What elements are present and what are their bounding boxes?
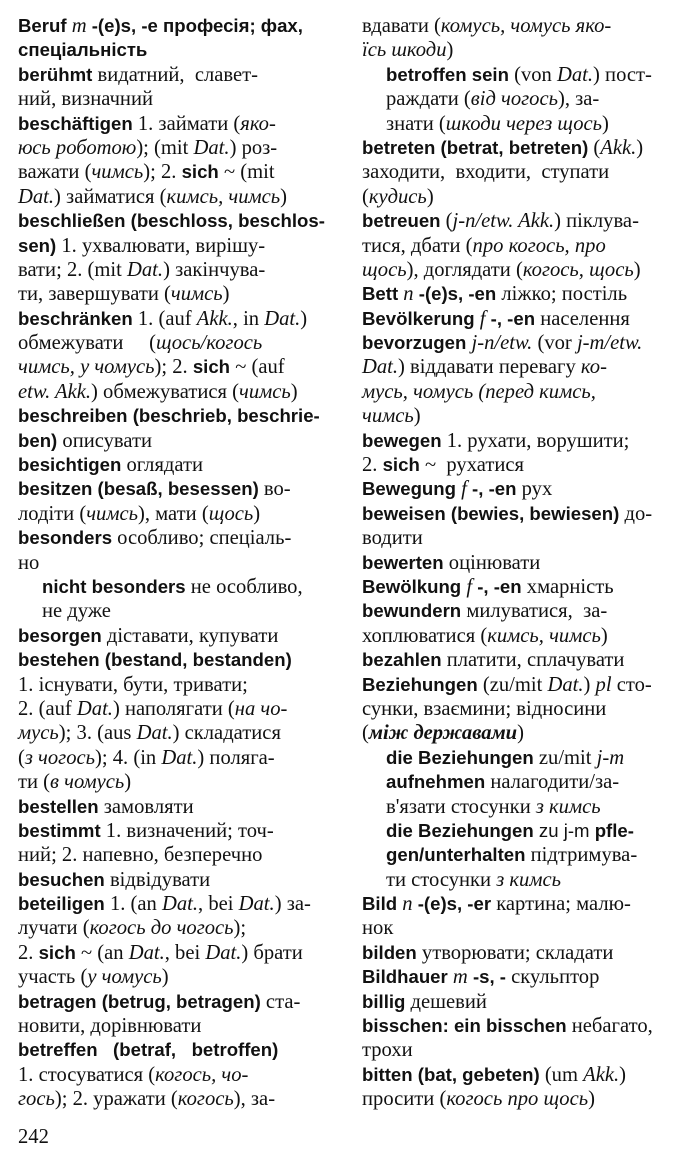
entry-line: мусь); 3. (aus Dat.) складатися bbox=[18, 722, 281, 745]
entry-line: betreten (betrat, betreten) (Akk.) bbox=[362, 136, 644, 159]
right-column bbox=[362, 14, 684, 1112]
entry-line: beschreiben (beschrieb, beschrie- bbox=[18, 405, 320, 427]
entry-line: вдавати (комусь, чомусь яко- bbox=[362, 15, 612, 37]
entry-line: чимсь, у чомусь); 2. sich ~ (auf bbox=[18, 356, 285, 379]
entry-line: besichtigen оглядати bbox=[18, 454, 204, 477]
entry-line: в'язати стосунки з кимсь bbox=[386, 795, 601, 818]
entry-line: nicht besonders не особливо, bbox=[42, 575, 303, 598]
entry-line: ben) описувати bbox=[18, 429, 152, 452]
entry-line: beschließen (beschloss, beschlos- bbox=[18, 210, 325, 232]
entry-line: bestehen (bestand, bestanden) bbox=[18, 649, 292, 671]
entry-line: не дуже bbox=[42, 600, 111, 623]
entry-line: betroffen sein (von Dat.) пост- bbox=[386, 63, 652, 86]
entry-line: bewegen 1. рухати, ворушити; bbox=[362, 429, 630, 452]
entry-line: 2. sich ~ (an Dat., bei Dat.) брати bbox=[18, 941, 303, 964]
entry-line: водити bbox=[362, 527, 423, 550]
entry-line: aufnehmen налагодити/за- bbox=[386, 771, 620, 794]
entry-line: ти, завершувати (чимсь) bbox=[18, 283, 230, 306]
entry-line: beweisen (bewies, bewiesen) до- bbox=[362, 502, 653, 525]
entry-line: Bewölkung f -, -en хмарність bbox=[362, 575, 614, 598]
entry-line: 1. існувати, бути, тривати; bbox=[18, 673, 248, 696]
entry-line: ний, визначний bbox=[18, 88, 153, 111]
entry-line: Beziehungen (zu/mit Dat.) pl сто- bbox=[362, 673, 652, 696]
entry-line: ти (в чомусь) bbox=[18, 771, 132, 794]
entry-line: Bewegung f -, -en рух bbox=[362, 478, 553, 501]
entry-line: Dat.) займатися (кимсь, чимсь) bbox=[18, 185, 288, 208]
entry-line: щось), доглядати (когось, щось) bbox=[362, 258, 641, 281]
entry-line: обмежувати (щось/когось bbox=[18, 332, 263, 355]
entry-line: besitzen (besaß, besessen) во- bbox=[18, 478, 291, 501]
entry-line: 2. sich ~ рухатися bbox=[362, 454, 524, 477]
entry-line: Bildhauer m -s, - скульптор bbox=[362, 966, 600, 989]
entry-line: bezahlen платити, сплачувати bbox=[362, 649, 625, 672]
entry-line: чимсь) bbox=[362, 405, 421, 428]
entry-line: billig дешевий bbox=[362, 990, 487, 1013]
entry-line: ти стосунки з кимсь bbox=[386, 868, 561, 891]
entry-line: betreffen (betraf, betroffen) bbox=[18, 1039, 279, 1061]
entry-line: berühmt видатний, славет- bbox=[18, 63, 259, 86]
entry-line: Beruf m -(e)s, -e професія; фах, bbox=[18, 15, 303, 37]
entry-line: спеціальність bbox=[18, 39, 148, 61]
entry-line: їсь шкоди) bbox=[362, 39, 454, 62]
entry-line: bilden утворювати; складати bbox=[362, 941, 614, 964]
entry-line: besuchen відвідувати bbox=[18, 868, 211, 891]
entry-line: bestimmt 1. визначений; точ- bbox=[18, 819, 274, 842]
entry-line: die Beziehungen zu/mit j-m bbox=[386, 746, 625, 769]
entry-line: трохи bbox=[362, 1039, 413, 1062]
entry-line: bewundern милуватися, за- bbox=[362, 600, 608, 623]
entry-line: сунки, взаємини; відносини bbox=[362, 697, 607, 720]
left-column bbox=[18, 14, 340, 1112]
entry-line: но bbox=[18, 551, 40, 574]
entry-line: юсь роботою); (mit Dat.) роз- bbox=[18, 136, 278, 159]
entry-line: раждати (від чогось), за- bbox=[386, 88, 600, 111]
entry-line: гось); 2. уражати (когось), за- bbox=[18, 1088, 276, 1111]
entry-line: bewerten оцінювати bbox=[362, 551, 541, 574]
entry-line: 2. (auf Dat.) наполягати (на чо- bbox=[18, 697, 288, 720]
entry-line: важати (чимсь); 2. sich ~ (mit bbox=[18, 161, 275, 184]
entry-line: sen) 1. ухвалювати, вирішу- bbox=[18, 234, 266, 257]
entry-line: Bevölkerung f -, -en населення bbox=[362, 307, 630, 330]
entry-line: bisschen: ein bisschen небагато, bbox=[362, 1015, 653, 1038]
entry-line: beteiligen 1. (an Dat., bei Dat.) за- bbox=[18, 893, 311, 916]
entry-line: beschäftigen 1. займати (яко- bbox=[18, 112, 276, 135]
entry-line: мусь, чомусь (перед кимсь, bbox=[362, 380, 596, 403]
entry-line: нок bbox=[362, 917, 394, 940]
entry-line: betragen (betrug, betragen) ста- bbox=[18, 990, 301, 1013]
entry-line: знати (шкоди через щось) bbox=[386, 112, 609, 135]
page-number: 242 bbox=[18, 1126, 49, 1148]
entry-line: хоплюватися (кимсь, чимсь) bbox=[362, 624, 608, 647]
entry-line: bestellen замовляти bbox=[18, 795, 194, 818]
entry-line: die Beziehungen zu j-m pfle- bbox=[386, 819, 634, 841]
entry-line: bevorzugen j-n/etw. (vor j-m/etw. bbox=[362, 332, 643, 355]
entry-line: лучати (когось до чогось); bbox=[18, 917, 247, 940]
entry-line: 1. стосуватися (когось, чо- bbox=[18, 1063, 249, 1086]
entry-line: лодіти (чимсь), мати (щось) bbox=[18, 502, 261, 525]
entry-line: Bett n -(e)s, -en ліжко; постіль bbox=[362, 283, 628, 306]
entry-line: ний; 2. напевно, безперечно bbox=[18, 844, 263, 867]
entry-line: (між державами) bbox=[362, 722, 524, 745]
entry-line: Bild n -(e)s, -er картина; малю- bbox=[362, 893, 631, 916]
entry-line: etw. Akk.) обмежуватися (чимсь) bbox=[18, 380, 298, 403]
entry-line: Dat.) віддавати перевагу ко- bbox=[362, 356, 607, 379]
entry-line: beschränken 1. (auf Akk., in Dat.) bbox=[18, 307, 308, 330]
entry-line: просити (когось про щось) bbox=[362, 1088, 595, 1111]
entry-line: новити, дорівнювати bbox=[18, 1015, 202, 1038]
entry-line: (з чогось); 4. (in Dat.) поляга- bbox=[18, 746, 275, 769]
entry-line: besonders особливо; спеціаль- bbox=[18, 527, 292, 550]
entry-line: gen/unterhalten підтримува- bbox=[386, 844, 638, 867]
entry-line: тися, дбати (про когось, про bbox=[362, 234, 606, 257]
entry-line: вати; 2. (mit Dat.) закінчува- bbox=[18, 258, 266, 281]
entry-line: заходити, входити, ступати bbox=[362, 161, 610, 184]
entry-line: betreuen (j-n/etw. Akk.) піклува- bbox=[362, 210, 639, 233]
entry-line: bitten (bat, gebeten) (um Akk.) bbox=[362, 1063, 627, 1086]
entry-line: участь (у чомусь) bbox=[18, 966, 169, 989]
entry-line: besorgen діставати, купувати bbox=[18, 624, 279, 647]
entry-line: (кудись) bbox=[362, 185, 434, 208]
